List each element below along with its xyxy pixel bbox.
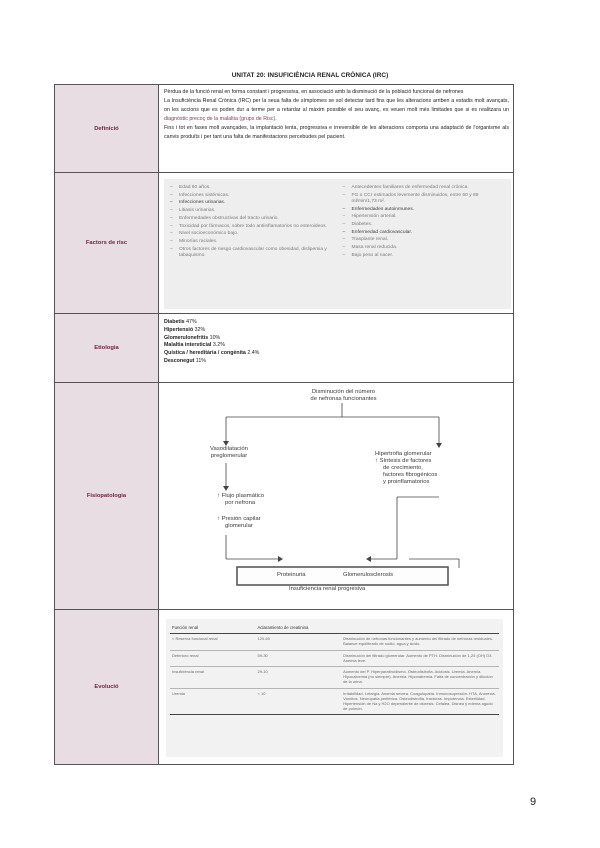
up-arrow-icon: ↑ bbox=[217, 493, 220, 499]
risk-factor-item bbox=[170, 208, 333, 214]
node-hyper-line-4: factores fibrogénicos bbox=[383, 472, 438, 478]
risk-factor-text: Nivel socioeconómico bajo. bbox=[179, 231, 239, 237]
diagram-node-capillary-pressure bbox=[217, 516, 297, 530]
dash-bullet: – bbox=[170, 223, 173, 229]
irc-summary-table bbox=[54, 84, 514, 765]
etiology-item bbox=[164, 358, 508, 366]
content-etiologia bbox=[159, 314, 514, 383]
row-evolucio bbox=[55, 610, 514, 765]
risk-factor-text: Edad 60 años. bbox=[179, 185, 211, 190]
etiology-cause: Malaltia intersticial bbox=[164, 342, 212, 349]
diagram-node-top bbox=[296, 389, 391, 403]
risk-factor-text: Enfermedades autoinmunes. bbox=[351, 206, 415, 212]
etiology-item bbox=[164, 319, 508, 327]
risk-factor-text: Enfermedades obstructivas del tracto urinario. bbox=[179, 215, 279, 221]
evo-function-cell: Insuficiencia renal bbox=[170, 667, 256, 689]
dash-bullet: – bbox=[342, 206, 346, 212]
dash-bullet: – bbox=[170, 215, 173, 221]
table-row bbox=[170, 688, 499, 715]
risk-factor-item bbox=[343, 193, 506, 205]
diagram-node-glomerulosclerosis: Glomerulosclerosis bbox=[343, 572, 394, 578]
definition-highlight: diagnòstic precoç de la malaltia (grups de Risc). bbox=[164, 115, 277, 122]
evolution-table bbox=[170, 623, 499, 715]
diagram-node-plasma-flow bbox=[217, 493, 297, 507]
risk-factor-text: Antecedentes familiares de enfermedad renal crónica. bbox=[351, 185, 469, 190]
risk-factor-item bbox=[170, 200, 333, 206]
content-fisiopatologia bbox=[159, 383, 514, 610]
etiology-item bbox=[164, 327, 508, 335]
dash-bullet: – bbox=[342, 229, 346, 235]
content-definicio bbox=[159, 85, 514, 173]
risk-factor-item bbox=[170, 247, 333, 259]
risk-factor-text: Minorías raciales. bbox=[179, 238, 218, 244]
content-factors-risc bbox=[159, 173, 514, 314]
dash-bullet: – bbox=[342, 252, 346, 258]
label-definicio: Definició bbox=[55, 85, 159, 173]
definition-paragraph-2 bbox=[164, 97, 509, 124]
evo-description-cell: Disminución del filtrado glomerular. Aumento de PTH. Disminución de 1,25 (OH) D3. Anemia leve. bbox=[341, 650, 499, 666]
risk-factors-figure bbox=[164, 179, 511, 309]
diagram-connectors bbox=[159, 383, 514, 608]
row-definicio bbox=[55, 85, 514, 173]
evolution-table-header bbox=[170, 623, 499, 634]
node-hyper-line-2 bbox=[375, 458, 475, 465]
label-evolucio: Evolució bbox=[55, 610, 159, 765]
etiology-percent: 2.4% bbox=[245, 350, 260, 357]
risk-factor-item bbox=[170, 185, 333, 191]
risk-factor-text: Infecciones sistémicas. bbox=[179, 192, 230, 198]
risk-factor-item bbox=[343, 222, 506, 228]
diagram-node-proteinuria: Proteinuria bbox=[277, 572, 306, 578]
dash-bullet: – bbox=[342, 214, 346, 220]
etiology-list bbox=[159, 314, 513, 371]
evo-clearance-cell: 120-60 bbox=[256, 634, 342, 650]
risk-factor-item bbox=[343, 253, 506, 259]
dash-bullet: – bbox=[170, 246, 173, 252]
node-flow-line-1-text: Flujo plasmático bbox=[221, 493, 265, 499]
dash-bullet: – bbox=[342, 237, 346, 243]
etiology-percent: 10% bbox=[208, 334, 221, 341]
etiology-item bbox=[164, 335, 508, 343]
node-vaso-line-1: Vasodilatación bbox=[210, 446, 248, 452]
evo-header-function: Función renal bbox=[170, 623, 256, 634]
risk-factor-item bbox=[343, 230, 506, 236]
definition-text: La Insuficiència Renal Crònica (IRC) per la seua falta de símptomes se sol detectar tard fins que les alteracions arriben a estadis molt avançats, on les accions que es poden dur a terme per a retardar al màxim possible el seu avanç, es veuen molt més limitades que si es realitzara un bbox=[164, 97, 509, 113]
dash-bullet: – bbox=[170, 185, 173, 190]
dash-bullet: – bbox=[170, 231, 173, 237]
evo-header-description bbox=[341, 623, 499, 634]
node-hyper-line-2-text: Síntesis de factores bbox=[379, 458, 432, 464]
evo-description-cell: Disminución de nefronas funcionantes y aumento del filtrado de nefronas residuales. Balance equilibrado de sodio, agua y ácido. bbox=[341, 634, 499, 650]
evo-description-cell: Irritabilidad. Letargia. Anemia severa. Coagulopatía. Inmunosupresión. HTA. Anorexia. Vómitos. Neuropatía periférica. Osteodistrofia, fracturas. Impotencia. Esterilidad. Hipertensión de Na y H2O dependiente de diuresis. Cefalea. Disnea y edema agudo de pulmón. bbox=[341, 688, 499, 715]
table-row bbox=[170, 667, 499, 689]
dash-bullet: – bbox=[170, 238, 173, 244]
node-pressure-line-1 bbox=[217, 516, 297, 523]
content-evolucio bbox=[159, 610, 514, 765]
evo-clearance-cell: < 10 bbox=[256, 688, 342, 715]
evo-function-cell: Deterioro renal bbox=[170, 650, 256, 666]
node-top-line-2: de nefronas funcionantes bbox=[310, 396, 377, 402]
diagram-node-vasodilation bbox=[199, 446, 259, 460]
risk-factor-item bbox=[170, 193, 333, 199]
dash-bullet: – bbox=[170, 192, 173, 198]
up-arrow-icon: ↑ bbox=[217, 516, 220, 522]
risk-factors-left-column bbox=[170, 185, 333, 305]
risk-factor-item bbox=[170, 224, 333, 230]
row-factors-risc bbox=[55, 173, 514, 314]
risk-factors-right-column bbox=[333, 185, 506, 305]
definition-paragraph-1: Pèrdua de la funció renal en forma constant i progressiva, en associació amb la disminució de la població funcional de nefrones bbox=[164, 89, 464, 95]
etiology-percent: 47% bbox=[184, 319, 197, 325]
dash-bullet: – bbox=[342, 192, 346, 198]
risk-factor-text: Diabetes. bbox=[351, 222, 373, 228]
evo-description-cell: Aumento del P. Hiperparatiroidismo. Osteodistrofia. Acidosis. Uremia. Anemia. Hipocalcemia (no siempre). Anemia. Hiponatremia. Falta de concentración y dilución de la orina. bbox=[341, 667, 499, 689]
definition-paragraph-3: Fins i tot en fases molt avançades, la implantació lenta, progressiva e irreversible de les alteracions comporta una adaptació de l'organisme als canvis produïts i per tant una falta de manifestacions percebudes pel pacient. bbox=[164, 124, 509, 140]
dash-bullet: – bbox=[342, 222, 346, 228]
evo-clearance-cell: 59-30 bbox=[256, 650, 342, 666]
evolution-figure bbox=[166, 619, 503, 757]
document-title: UNITAT 20: INSUFICIÈNCIA RENAL CRÒNICA (IRC) bbox=[231, 72, 389, 79]
risk-factor-text: Bajo peso al nacer. bbox=[351, 252, 394, 258]
etiology-percent: 11% bbox=[194, 357, 207, 364]
evo-function-cell: Uremia bbox=[170, 688, 256, 715]
etiology-percent: 32% bbox=[193, 326, 206, 333]
diagram-node-hypertrophy bbox=[375, 451, 475, 486]
dash-bullet: – bbox=[170, 200, 173, 206]
risk-factor-text: FG o CCr estimados levemente disminuidos, entre 60 y 89 ml/min/1,73 m². bbox=[351, 192, 479, 204]
risk-factor-item bbox=[343, 245, 506, 251]
etiology-percent: 3.2% bbox=[211, 342, 225, 349]
pathophysiology-diagram bbox=[159, 383, 513, 609]
etiology-cause: Diabetis bbox=[164, 319, 185, 325]
etiology-cause: Glomerulonefritis bbox=[164, 334, 209, 341]
node-hyper-line-3: de crecimiento, bbox=[383, 465, 423, 471]
dash-bullet: – bbox=[342, 185, 346, 190]
risk-factor-item bbox=[343, 185, 506, 191]
risk-factor-text: Toxicidad por fármacos, sobre todo antiinflamatorios no esteroideos. bbox=[179, 223, 327, 229]
evo-function-cell: < Reserva funcional renal bbox=[170, 634, 256, 650]
risk-factor-text: Otros factores de riesgo cardiovascular como obesidad, dislipemia y tabaquismo. bbox=[179, 246, 327, 258]
etiology-cause: Quística / hereditària / congènita bbox=[164, 350, 246, 357]
up-arrow-icon: ↑ bbox=[375, 458, 378, 464]
etiology-item bbox=[164, 342, 508, 350]
risk-factor-item bbox=[343, 207, 506, 213]
dash-bullet: – bbox=[170, 208, 173, 214]
table-row bbox=[170, 650, 499, 666]
label-factors-risc: Factors de risc bbox=[55, 173, 159, 314]
node-flow-line-2: por nefrona bbox=[225, 500, 256, 506]
node-hyper-line-5: y proinflamatorios bbox=[383, 479, 430, 485]
table-row bbox=[170, 634, 499, 650]
risk-factor-text: Hipertensión arterial. bbox=[351, 214, 397, 220]
node-vaso-line-2: preglomerular bbox=[210, 453, 248, 459]
evo-header-clearance: Aclaramiento de creatinina bbox=[256, 623, 342, 634]
etiology-cause: Desconegut bbox=[164, 357, 195, 364]
node-flow-line-1 bbox=[217, 493, 297, 500]
node-top-line-1: Disminución del número bbox=[311, 389, 376, 395]
risk-factor-item bbox=[170, 231, 333, 237]
page-number: 9 bbox=[530, 796, 537, 808]
node-hyper-line-1: Hipertrofia glomerular bbox=[375, 451, 432, 457]
risk-factor-item bbox=[343, 237, 506, 243]
evo-clearance-cell: 29-10 bbox=[256, 667, 342, 689]
label-etiologia: Etiologia bbox=[55, 314, 159, 383]
dash-bullet: – bbox=[342, 245, 346, 251]
node-pressure-line-1-text: Presión capilar bbox=[221, 516, 261, 522]
risk-factor-text: Infecciones urinarias. bbox=[179, 200, 226, 206]
row-fisiopatologia bbox=[55, 383, 514, 610]
risk-factor-text: Trasplante renal. bbox=[351, 237, 389, 243]
diagram-node-renal-failure: Insuficiencia renal progresiva bbox=[289, 586, 366, 592]
etiology-cause: Hipertensió bbox=[164, 326, 194, 333]
risk-factor-item bbox=[170, 216, 333, 222]
row-etiologia bbox=[55, 314, 514, 383]
risk-factor-text: Masa renal reducida. bbox=[351, 245, 398, 251]
risk-factor-item bbox=[170, 239, 333, 245]
risk-factor-text: Enfermedad cardiovascular. bbox=[351, 229, 413, 235]
node-pressure-line-2: glomerular bbox=[225, 523, 253, 529]
etiology-item bbox=[164, 350, 508, 358]
label-fisiopatologia: Fisiopatologia bbox=[55, 383, 159, 610]
risk-factor-text: Litiasis urinarias. bbox=[179, 208, 216, 214]
risk-factor-item bbox=[343, 214, 506, 220]
